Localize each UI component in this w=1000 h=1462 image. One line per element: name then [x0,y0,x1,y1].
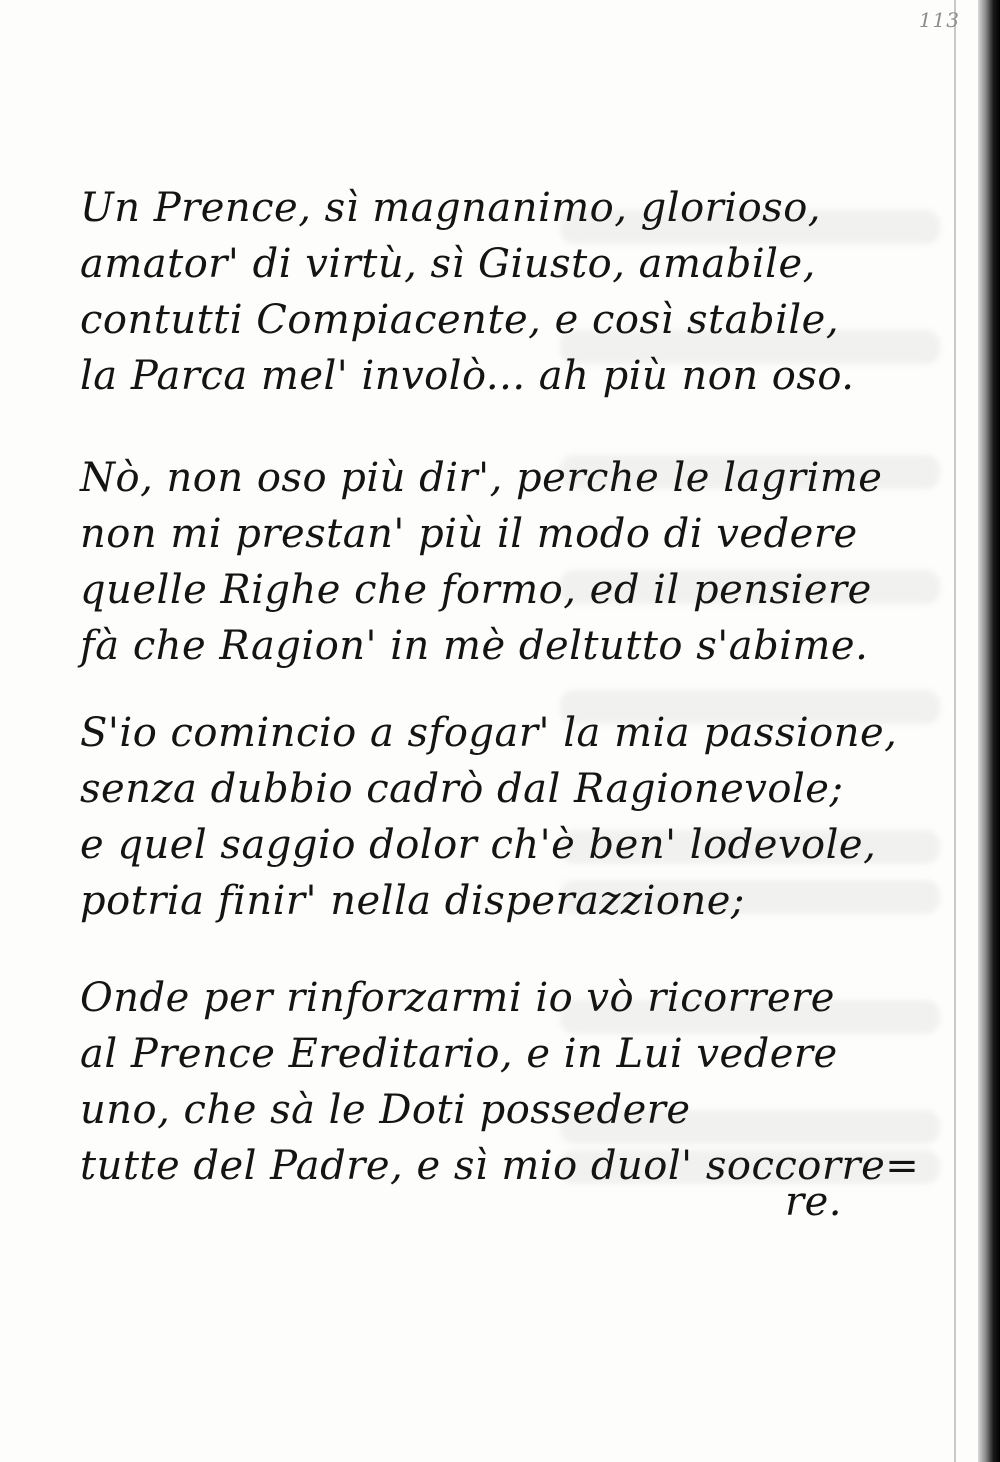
verse-line: amator' di virtù, sì Giusto, amabile, [80,241,816,287]
verse-line: contutti Compiacente, e così stabile, [80,297,840,343]
verse-line: Un Prence, sì magnanimo, glorioso, [80,185,821,231]
stanza-2 [80,450,900,674]
verse-line: senza dubbio cadrò dal Ragionevole; [80,766,844,812]
folio-number: 113 [918,8,960,32]
stanza-1 [80,180,900,404]
verse-line: Nò, non oso più dir', perche le lagrime [80,455,883,501]
verse-line-continuation: re. [784,1179,842,1225]
verse-line: Onde per rinforzarmi io vò ricorrere [80,975,835,1021]
verse-line: la Parca mel' involò... ah più non oso. [80,353,855,399]
binding-edge [978,0,1000,1462]
verse-line: fà che Ragion' in mè deltutto s'abime. [80,623,869,669]
verse-line: al Prence Ereditario, e in Lui vedere [80,1031,838,1077]
verse-line: e quel saggio dolor ch'è ben' lodevole, [80,822,877,868]
verse-line: potria finir' nella disperazzione; [80,878,745,924]
verse-line: non mi prestan' più il modo di vedere [80,511,858,557]
verse-line: quelle Righe che formo, ed il pensiere [80,567,872,613]
verse-line: tutte del Padre, e sì mio duol' soccorre= [80,1143,920,1189]
verse-line: S'io comincio a sfogar' la mia passione, [80,710,898,756]
verse-line: uno, che sà le Doti possedere [80,1087,691,1133]
stanza-4 [80,970,920,1230]
page-fold-line [954,0,956,1462]
stanza-3 [80,705,900,929]
